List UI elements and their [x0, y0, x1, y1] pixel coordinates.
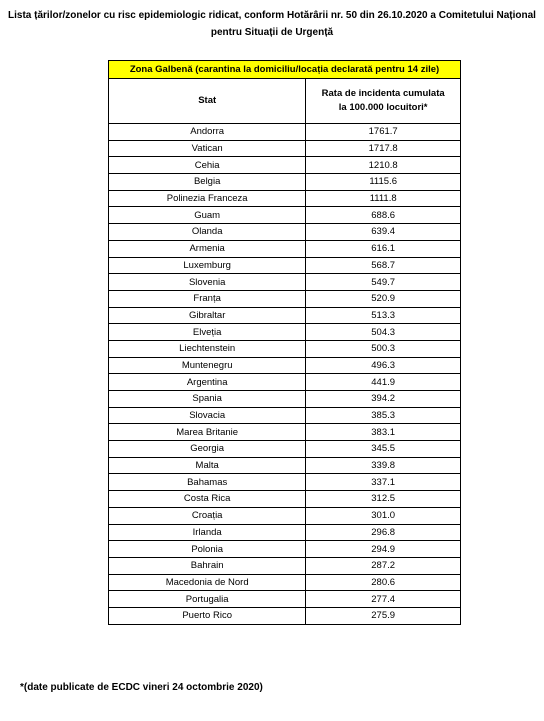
- country-cell: Vatican: [109, 140, 306, 157]
- table-row: [109, 491, 461, 508]
- table-row: [109, 541, 461, 558]
- rate-cell: 301.0: [306, 507, 461, 524]
- rate-cell: 568.7: [306, 257, 461, 274]
- country-cell: Costa Rica: [109, 491, 306, 508]
- column-header-rate: [306, 79, 461, 124]
- country-cell: Croația: [109, 507, 306, 524]
- rate-cell: 339.8: [306, 457, 461, 474]
- country-cell: Belgia: [109, 174, 306, 191]
- country-cell: Irlanda: [109, 524, 306, 541]
- country-cell: Spania: [109, 391, 306, 408]
- rate-cell: 275.9: [306, 607, 461, 624]
- table-row: [109, 240, 461, 257]
- country-cell: Guam: [109, 207, 306, 224]
- table-row: [109, 290, 461, 307]
- document-title: [0, 7, 544, 41]
- country-cell: Andorra: [109, 124, 306, 141]
- rate-cell: 549.7: [306, 274, 461, 291]
- table-row: [109, 374, 461, 391]
- country-cell: Malta: [109, 457, 306, 474]
- rate-cell: 345.5: [306, 441, 461, 458]
- table-row: [109, 174, 461, 191]
- rate-cell: 277.4: [306, 591, 461, 608]
- table-row: [109, 574, 461, 591]
- rate-cell: 496.3: [306, 357, 461, 374]
- country-cell: Franța: [109, 290, 306, 307]
- rate-cell: 520.9: [306, 290, 461, 307]
- rate-cell: 513.3: [306, 307, 461, 324]
- table-row: [109, 391, 461, 408]
- country-cell: Portugalia: [109, 591, 306, 608]
- table-row: [109, 591, 461, 608]
- rate-cell: 394.2: [306, 391, 461, 408]
- table-row: [109, 140, 461, 157]
- country-cell: Luxemburg: [109, 257, 306, 274]
- country-cell: Argentina: [109, 374, 306, 391]
- country-cell: Liechtenstein: [109, 340, 306, 357]
- country-cell: Cehia: [109, 157, 306, 174]
- table-row: [109, 607, 461, 624]
- table-row: [109, 407, 461, 424]
- zone-header-row: [109, 61, 461, 79]
- table-row: [109, 224, 461, 241]
- rate-cell: 500.3: [306, 340, 461, 357]
- table-row: [109, 274, 461, 291]
- zone-label: Zona Galbenă (carantina la domiciliu/locația declarată pentru 14 zile): [109, 61, 461, 79]
- table-row: [109, 441, 461, 458]
- rate-cell: 385.3: [306, 407, 461, 424]
- table-row: [109, 507, 461, 524]
- country-cell: Georgia: [109, 441, 306, 458]
- rate-cell: 1115.6: [306, 174, 461, 191]
- table-row: [109, 524, 461, 541]
- rate-cell: 337.1: [306, 474, 461, 491]
- yellow-zone-table: [108, 60, 461, 625]
- title-line-2: pentru Situații de Urgență: [210, 27, 334, 38]
- rate-cell: 1761.7: [306, 124, 461, 141]
- table-row: [109, 457, 461, 474]
- rate-cell: 294.9: [306, 541, 461, 558]
- table-row: [109, 307, 461, 324]
- column-header-row: [109, 79, 461, 124]
- table-row: [109, 207, 461, 224]
- table-body: [109, 124, 461, 625]
- table-row: [109, 474, 461, 491]
- table-row: [109, 324, 461, 341]
- country-cell: Olanda: [109, 224, 306, 241]
- table-row: [109, 357, 461, 374]
- country-cell: Puerto Rico: [109, 607, 306, 624]
- table-row: [109, 157, 461, 174]
- country-cell: Macedonia de Nord: [109, 574, 306, 591]
- table-row: [109, 557, 461, 574]
- rate-cell: 296.8: [306, 524, 461, 541]
- table-row: [109, 424, 461, 441]
- country-cell: Bahamas: [109, 474, 306, 491]
- country-cell: Bahrain: [109, 557, 306, 574]
- rate-cell: 688.6: [306, 207, 461, 224]
- country-cell: Marea Britanie: [109, 424, 306, 441]
- column-header-rate-line-1: Rata de incidenta cumulata: [321, 88, 445, 99]
- country-cell: Slovenia: [109, 274, 306, 291]
- footnote: *(date publicate de ECDC vineri 24 octombrie 2020): [20, 682, 263, 693]
- rate-cell: 280.6: [306, 574, 461, 591]
- country-cell: Slovacia: [109, 407, 306, 424]
- rate-cell: 616.1: [306, 240, 461, 257]
- country-cell: Gibraltar: [109, 307, 306, 324]
- country-cell: Muntenegru: [109, 357, 306, 374]
- country-cell: Elveția: [109, 324, 306, 341]
- country-cell: Polonia: [109, 541, 306, 558]
- rate-cell: 639.4: [306, 224, 461, 241]
- table-row: [109, 257, 461, 274]
- rate-cell: 312.5: [306, 491, 461, 508]
- country-cell: Armenia: [109, 240, 306, 257]
- table-row: [109, 340, 461, 357]
- column-header-country: Stat: [109, 79, 306, 124]
- rate-cell: 504.3: [306, 324, 461, 341]
- rate-cell: 1717.8: [306, 140, 461, 157]
- table-row: [109, 190, 461, 207]
- rate-cell: 1210.8: [306, 157, 461, 174]
- table-row: [109, 124, 461, 141]
- country-cell: Polinezia Franceza: [109, 190, 306, 207]
- title-line-1: Lista țărilor/zonelor cu risc epidemiologic ridicat, conform Hotărârii nr. 50 din 26.10.2020 a Comitetului Național: [8, 10, 536, 21]
- rate-cell: 441.9: [306, 374, 461, 391]
- column-header-rate-line-2: la 100.000 locuitori*: [338, 102, 428, 113]
- rate-cell: 287.2: [306, 557, 461, 574]
- rate-cell: 1111.8: [306, 190, 461, 207]
- rate-cell: 383.1: [306, 424, 461, 441]
